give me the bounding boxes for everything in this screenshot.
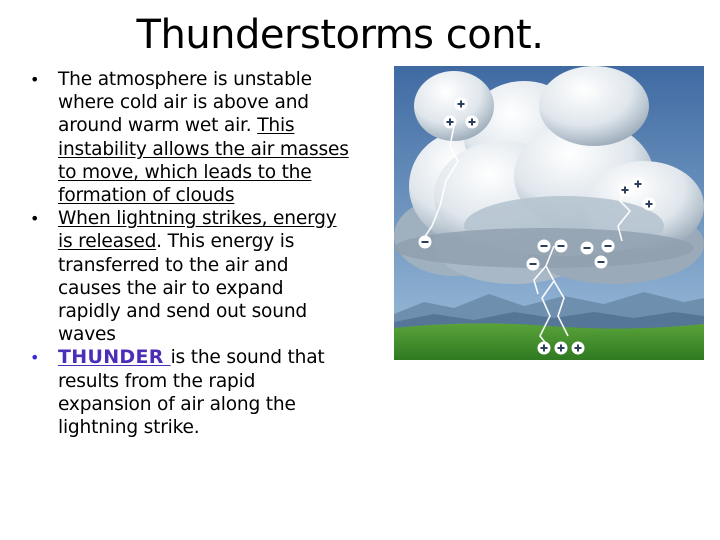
plus-charge-icon bbox=[455, 98, 468, 111]
minus-charge-icon bbox=[419, 236, 432, 249]
bullet-1-text: The atmosphere is unstable where cold air is above and around warm wet air. bbox=[58, 69, 312, 137]
plus-charge-icon bbox=[619, 184, 632, 197]
bullet-item-lightning bbox=[30, 207, 350, 346]
minus-charge-icon bbox=[581, 242, 594, 255]
grass-field bbox=[394, 323, 704, 360]
plus-charge-icon bbox=[555, 342, 568, 355]
bullet-dot-icon: • bbox=[30, 209, 40, 229]
plus-charge-icon bbox=[466, 116, 479, 129]
bullet-item-thunder bbox=[30, 346, 350, 439]
slide-title: Thunderstorms cont. bbox=[136, 12, 544, 58]
plus-charge-icon bbox=[643, 198, 656, 211]
bullet-3-text: is the sound that results from the rapid expansion of air along the lightning strike. bbox=[58, 347, 325, 439]
plus-charge-icon bbox=[572, 342, 585, 355]
minus-charge-icon bbox=[527, 258, 540, 271]
thunderstorm-charge-illustration bbox=[394, 66, 704, 360]
bullet-2-underlined-text: When lightning strikes, energy is released bbox=[58, 208, 337, 253]
minus-charge-icon bbox=[538, 240, 551, 253]
plus-charge-icon bbox=[632, 178, 645, 191]
bullet-1-underlined-text: This instability allows the air masses to move, which leads to the formation of clouds bbox=[58, 115, 349, 207]
minus-charge-icon bbox=[602, 240, 615, 253]
bullet-dot-icon: • bbox=[30, 348, 40, 368]
plus-charge-icon bbox=[444, 116, 457, 129]
bullet-dot-icon: • bbox=[30, 70, 40, 89]
bullet-2-text: . This energy is transferred to the air and causes the air to expand rapidly and send out sound waves bbox=[58, 231, 308, 346]
bullet-list bbox=[30, 68, 350, 439]
minus-charge-icon bbox=[555, 240, 568, 253]
thunder-highlight: THUNDER bbox=[58, 346, 171, 369]
minus-charge-icon bbox=[595, 256, 608, 269]
bullet-item-atmosphere bbox=[30, 68, 350, 207]
plus-charge-icon bbox=[538, 342, 551, 355]
